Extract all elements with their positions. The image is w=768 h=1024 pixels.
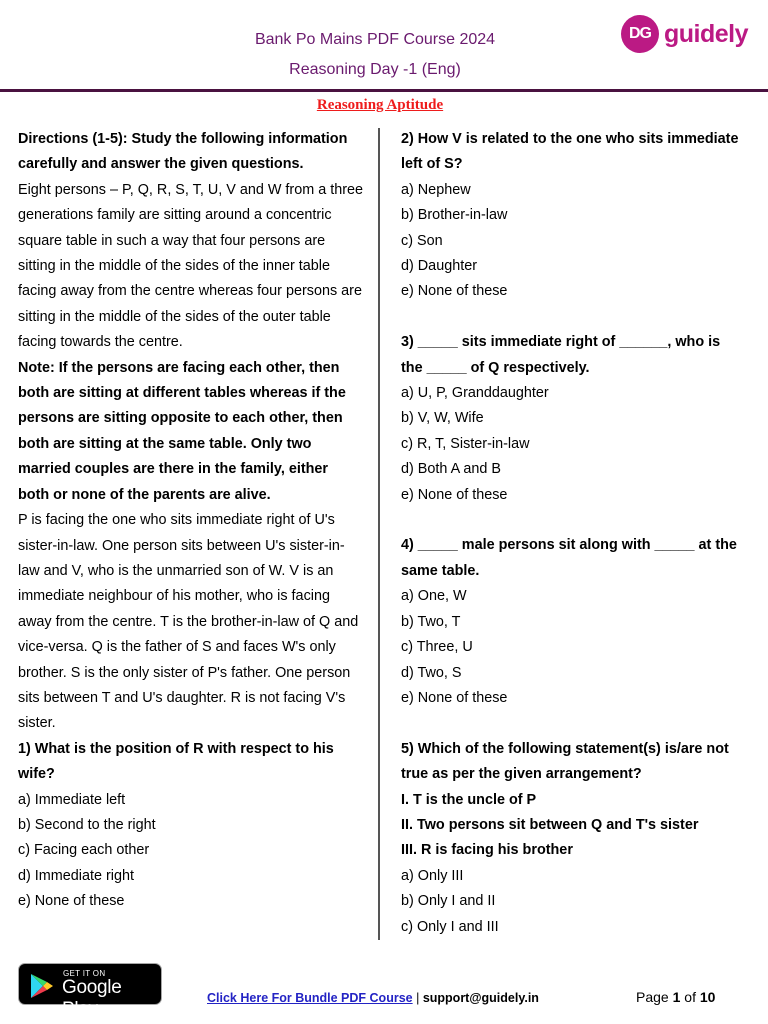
q2-option-e: e) None of these: [401, 283, 508, 300]
q1-option-d: d) Immediate right: [18, 867, 134, 884]
guidely-logo-text: guidely: [664, 19, 749, 48]
q1-option-b: b) Second to the right: [18, 816, 156, 833]
q2-option-a: a) Nephew: [401, 181, 471, 198]
directions-heading: Directions (1-5): Study the following information carefully and answer the given questions.: [18, 131, 348, 173]
q5-option-c: c) Only I and III: [401, 918, 499, 935]
page-prefix: Page: [636, 989, 669, 1005]
question-5: 5) Which of the following statement(s) is/are not true as per the given arrangement?: [401, 740, 729, 783]
header-divider: [0, 89, 768, 92]
guidely-logo[interactable]: [621, 15, 748, 53]
right-column: [401, 127, 741, 940]
bundle-pdf-link[interactable]: Click Here For Bundle PDF Course: [207, 991, 413, 1005]
q3-option-a: a) U, P, Granddaughter: [401, 385, 549, 402]
q2-option-c: c) Son: [401, 232, 443, 249]
q4-option-d: d) Two, S: [401, 664, 462, 681]
q5-option-a: a) Only III: [401, 867, 464, 884]
badge-big-text: Google Play: [62, 977, 122, 1020]
page-of: of: [684, 989, 696, 1005]
q3-option-d: d) Both A and B: [401, 461, 502, 478]
q5-option-b: b) Only I and II: [401, 893, 496, 910]
q1-option-e: e) None of these: [18, 893, 125, 910]
q5-statement-1: I. T is the uncle of P: [401, 791, 537, 808]
q5-statement-2: II. Two persons sit between Q and T's sister: [401, 816, 699, 833]
q2-option-b: b) Brother-in-law: [401, 207, 508, 224]
spacer: [401, 508, 741, 533]
column-divider: [378, 128, 380, 940]
q4-option-e: e) None of these: [401, 689, 508, 706]
q3-option-b: b) V, W, Wife: [401, 410, 484, 427]
q5-statement-3: III. R is facing his brother: [401, 842, 573, 859]
q1-option-c: c) Facing each other: [18, 842, 150, 859]
google-play-icon: [28, 972, 56, 1000]
section-title: Reasoning Aptitude: [316, 97, 444, 113]
google-play-badge[interactable]: [18, 963, 162, 1020]
day-title: Reasoning Day -1 (Eng): [289, 61, 461, 78]
page-total: 10: [699, 989, 716, 1005]
page-number: [636, 989, 715, 1005]
q4-option-a: a) One, W: [401, 588, 467, 605]
q1-option-a: a) Immediate left: [18, 791, 126, 808]
page-current: 1: [672, 989, 681, 1005]
page-header: [0, 0, 768, 92]
question-2: 2) How V is related to the one who sits immediate left of S?: [401, 131, 739, 173]
q3-option-c: c) R, T, Sister-in-law: [401, 435, 530, 452]
course-title: Bank Po Mains PDF Course 2024: [254, 31, 496, 48]
puzzle-paragraph-2: P is facing the one who sits immediate right of U's sister-in-law. One person sits between U's sister-in-law and V, who is the unmarried son of W. V is an immediate neighbour of his mother, who is facing away from the centre. T is the brother-in-law of Q and vice-versa. Q is the father of S and faces W's only brother. S is the only sister of P's father. One person sits between T and U's daughter. R is not facing V's sister.: [18, 512, 359, 732]
q4-option-c: c) Three, U: [401, 639, 473, 656]
question-3: 3) _____ sits immediate right of ______, who is the _____ of Q respectively.: [401, 334, 721, 376]
guidely-logo-icon: DG: [621, 15, 659, 53]
question-1: 1) What is the position of R with respect to his wife?: [18, 740, 334, 783]
footer-separator: |: [416, 991, 420, 1005]
spacer: [401, 711, 741, 736]
puzzle-note: Note: If the persons are facing each other, then both are sitting at different tables whereas if the persons are sitting opposite to each other, then both are sitting at the same table. Only two married couples are there in the family, either both or none of the parents are alive.: [18, 359, 346, 503]
q2-option-d: d) Daughter: [401, 258, 477, 275]
support-email[interactable]: support@guidely.in: [422, 991, 539, 1005]
q4-option-b: b) Two, T: [401, 613, 461, 630]
q3-option-e: e) None of these: [401, 486, 508, 503]
badge-small-text: GET IT ON: [63, 969, 106, 978]
spacer: [401, 305, 741, 330]
question-4: 4) _____ male persons sit along with _____ at the same table.: [401, 537, 737, 579]
footer-links: [207, 991, 539, 1005]
left-column: [18, 127, 363, 915]
puzzle-paragraph-1: Eight persons – P, Q, R, S, T, U, V and W from a three generations family are sitting around a concentric square table in such a way that four persons are sitting in the middle of the sides of the inner table facing away from the centre whereas four persons are sitting in the middle of the sides of the outer table facing towards the centre.: [18, 181, 363, 351]
